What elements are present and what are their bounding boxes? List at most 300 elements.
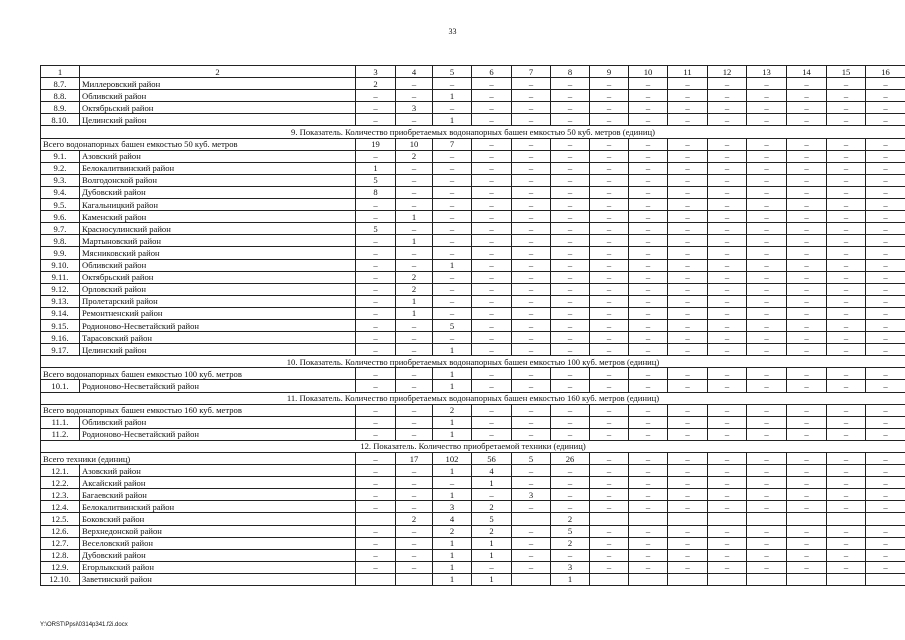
- value-cell: –: [629, 465, 668, 477]
- value-cell: –: [866, 501, 905, 513]
- value-cell: –: [708, 307, 747, 319]
- table-row: [41, 549, 905, 561]
- value-cell: –: [827, 344, 866, 356]
- value-cell: –: [629, 561, 668, 573]
- value-cell: –: [629, 90, 668, 102]
- value-cell: –: [396, 416, 433, 428]
- value-cell: –: [472, 162, 512, 174]
- value-cell: –: [472, 561, 512, 573]
- value-cell: –: [668, 295, 708, 307]
- value-cell: –: [472, 295, 512, 307]
- value-cell: –: [668, 211, 708, 223]
- value-cell: –: [551, 549, 590, 561]
- district-name: Целинский район: [80, 344, 356, 356]
- district-name: Обливский район: [80, 259, 356, 271]
- value-cell: [590, 513, 629, 525]
- value-cell: –: [512, 525, 551, 537]
- value-cell: –: [472, 283, 512, 295]
- district-name: Волгодонской район: [80, 174, 356, 186]
- value-cell: –: [747, 186, 787, 198]
- value-cell: –: [668, 247, 708, 259]
- value-cell: –: [866, 380, 905, 392]
- row-number: 9.15.: [41, 319, 80, 331]
- value-cell: –: [396, 489, 433, 501]
- value-cell: –: [708, 465, 747, 477]
- value-cell: –: [356, 90, 396, 102]
- value-cell: 1: [433, 573, 472, 585]
- value-cell: –: [827, 211, 866, 223]
- total-label: Всего техники (единиц): [41, 453, 356, 465]
- value-cell: –: [787, 344, 827, 356]
- value-cell: –: [356, 283, 396, 295]
- value-cell: –: [787, 138, 827, 150]
- row-number: 8.9.: [41, 102, 80, 114]
- value-cell: –: [590, 368, 629, 380]
- value-cell: 1: [433, 344, 472, 356]
- value-cell: –: [866, 102, 905, 114]
- row-number: 12.6.: [41, 525, 80, 537]
- value-cell: –: [433, 332, 472, 344]
- table-row: [41, 283, 905, 295]
- value-cell: –: [590, 283, 629, 295]
- table-row: [41, 162, 905, 174]
- value-cell: –: [356, 465, 396, 477]
- district-name: Боковский район: [80, 513, 356, 525]
- value-cell: –: [590, 501, 629, 513]
- value-cell: –: [629, 211, 668, 223]
- value-cell: –: [787, 211, 827, 223]
- value-cell: –: [668, 549, 708, 561]
- value-cell: –: [668, 186, 708, 198]
- value-cell: –: [472, 416, 512, 428]
- table-row: [41, 525, 905, 537]
- value-cell: –: [396, 174, 433, 186]
- value-cell: –: [708, 283, 747, 295]
- value-cell: –: [827, 525, 866, 537]
- value-cell: –: [512, 295, 551, 307]
- value-cell: –: [551, 114, 590, 126]
- value-cell: –: [708, 525, 747, 537]
- value-cell: 1: [433, 259, 472, 271]
- value-cell: –: [747, 344, 787, 356]
- value-cell: –: [827, 114, 866, 126]
- value-cell: –: [629, 501, 668, 513]
- table-row: [41, 150, 905, 162]
- section-title: 11. Показатель. Количество приобретаемых водонапорных башен емкостью 160 куб. метров (единиц): [41, 392, 905, 404]
- district-name: Пролетарский район: [80, 295, 356, 307]
- value-cell: [708, 513, 747, 525]
- value-cell: –: [590, 416, 629, 428]
- value-cell: –: [551, 380, 590, 392]
- value-cell: –: [472, 332, 512, 344]
- value-cell: –: [827, 380, 866, 392]
- value-cell: [590, 573, 629, 585]
- value-cell: –: [747, 561, 787, 573]
- value-cell: –: [551, 489, 590, 501]
- value-cell: –: [551, 162, 590, 174]
- table-row: [41, 295, 905, 307]
- value-cell: –: [787, 525, 827, 537]
- value-cell: –: [747, 90, 787, 102]
- value-cell: –: [512, 259, 551, 271]
- value-cell: –: [827, 307, 866, 319]
- value-cell: –: [356, 235, 396, 247]
- value-cell: –: [512, 428, 551, 440]
- table-row: [41, 90, 905, 102]
- value-cell: –: [590, 344, 629, 356]
- value-cell: –: [827, 186, 866, 198]
- column-header: 15: [827, 66, 866, 78]
- value-cell: –: [708, 174, 747, 186]
- value-cell: –: [787, 489, 827, 501]
- value-cell: –: [396, 223, 433, 235]
- value-cell: –: [708, 477, 747, 489]
- value-cell: 3: [433, 501, 472, 513]
- row-number: 9.3.: [41, 174, 80, 186]
- district-name: Заветинский район: [80, 573, 356, 585]
- value-cell: –: [629, 150, 668, 162]
- value-cell: 1: [433, 380, 472, 392]
- value-cell: –: [433, 102, 472, 114]
- table-row: [41, 186, 905, 198]
- value-cell: –: [668, 319, 708, 331]
- value-cell: –: [433, 162, 472, 174]
- value-cell: –: [356, 525, 396, 537]
- value-cell: –: [747, 78, 787, 90]
- column-header: 13: [747, 66, 787, 78]
- value-cell: –: [590, 138, 629, 150]
- total-row: [41, 404, 905, 416]
- row-number: 9.14.: [41, 307, 80, 319]
- value-cell: –: [668, 477, 708, 489]
- value-cell: –: [787, 259, 827, 271]
- row-number: 11.1.: [41, 416, 80, 428]
- value-cell: –: [590, 150, 629, 162]
- value-cell: –: [787, 501, 827, 513]
- value-cell: –: [472, 150, 512, 162]
- value-cell: –: [708, 223, 747, 235]
- value-cell: –: [472, 90, 512, 102]
- value-cell: –: [866, 368, 905, 380]
- value-cell: –: [827, 368, 866, 380]
- value-cell: –: [747, 549, 787, 561]
- value-cell: –: [747, 114, 787, 126]
- value-cell: –: [590, 549, 629, 561]
- value-cell: –: [787, 186, 827, 198]
- value-cell: 17: [396, 453, 433, 465]
- value-cell: –: [396, 465, 433, 477]
- value-cell: –: [512, 404, 551, 416]
- value-cell: –: [668, 428, 708, 440]
- value-cell: –: [629, 332, 668, 344]
- value-cell: [356, 513, 396, 525]
- value-cell: –: [866, 477, 905, 489]
- value-cell: 1: [433, 90, 472, 102]
- value-cell: –: [396, 247, 433, 259]
- district-name: Целинский район: [80, 114, 356, 126]
- row-number: 9.7.: [41, 223, 80, 235]
- section-title: 10. Показатель. Количество приобретаемых водонапорных башен емкостью 100 куб. метров (единиц): [41, 356, 905, 368]
- value-cell: –: [629, 428, 668, 440]
- district-name: Родионово-Несветайский район: [80, 319, 356, 331]
- value-cell: –: [708, 549, 747, 561]
- value-cell: –: [472, 259, 512, 271]
- value-cell: –: [708, 295, 747, 307]
- value-cell: –: [472, 186, 512, 198]
- value-cell: –: [668, 380, 708, 392]
- value-cell: –: [668, 344, 708, 356]
- value-cell: –: [708, 271, 747, 283]
- value-cell: –: [396, 404, 433, 416]
- value-cell: –: [708, 368, 747, 380]
- value-cell: –: [866, 319, 905, 331]
- value-cell: –: [668, 489, 708, 501]
- value-cell: –: [668, 271, 708, 283]
- value-cell: –: [747, 174, 787, 186]
- value-cell: 3: [512, 489, 551, 501]
- table-row: [41, 477, 905, 489]
- value-cell: 5: [356, 223, 396, 235]
- value-cell: –: [708, 78, 747, 90]
- value-cell: –: [590, 102, 629, 114]
- row-number: 9.9.: [41, 247, 80, 259]
- value-cell: 2: [396, 150, 433, 162]
- value-cell: –: [787, 199, 827, 211]
- value-cell: –: [866, 465, 905, 477]
- value-cell: –: [433, 307, 472, 319]
- value-cell: –: [590, 307, 629, 319]
- value-cell: –: [747, 428, 787, 440]
- value-cell: –: [787, 150, 827, 162]
- value-cell: [668, 573, 708, 585]
- value-cell: –: [396, 344, 433, 356]
- value-cell: –: [747, 380, 787, 392]
- value-cell: –: [433, 78, 472, 90]
- value-cell: –: [866, 235, 905, 247]
- value-cell: –: [708, 561, 747, 573]
- value-cell: –: [590, 537, 629, 549]
- value-cell: –: [433, 283, 472, 295]
- value-cell: –: [629, 404, 668, 416]
- value-cell: –: [827, 489, 866, 501]
- value-cell: –: [472, 114, 512, 126]
- value-cell: –: [551, 174, 590, 186]
- value-cell: 1: [396, 235, 433, 247]
- district-name: Миллеровский район: [80, 78, 356, 90]
- column-header: 10: [629, 66, 668, 78]
- row-number: 9.4.: [41, 186, 80, 198]
- district-name: Обливский район: [80, 416, 356, 428]
- value-cell: –: [356, 537, 396, 549]
- column-header: 8: [551, 66, 590, 78]
- total-row: [41, 453, 905, 465]
- table-row: [41, 489, 905, 501]
- value-cell: –: [747, 295, 787, 307]
- value-cell: –: [356, 332, 396, 344]
- value-cell: 2: [433, 525, 472, 537]
- value-cell: –: [827, 319, 866, 331]
- value-cell: –: [629, 489, 668, 501]
- value-cell: –: [866, 162, 905, 174]
- value-cell: –: [512, 211, 551, 223]
- column-header: 6: [472, 66, 512, 78]
- value-cell: –: [827, 465, 866, 477]
- value-cell: 56: [472, 453, 512, 465]
- value-cell: –: [512, 501, 551, 513]
- value-cell: –: [629, 537, 668, 549]
- section-title: 12. Показатель. Количество приобретаемой техники (единиц): [41, 440, 905, 452]
- table-row: [41, 513, 905, 525]
- value-cell: –: [747, 332, 787, 344]
- value-cell: –: [787, 453, 827, 465]
- value-cell: –: [787, 368, 827, 380]
- value-cell: –: [590, 271, 629, 283]
- district-name: Егорлыкский район: [80, 561, 356, 573]
- value-cell: –: [827, 477, 866, 489]
- value-cell: –: [472, 344, 512, 356]
- table-row: [41, 319, 905, 331]
- value-cell: –: [512, 332, 551, 344]
- district-name: Азовский район: [80, 150, 356, 162]
- value-cell: –: [590, 332, 629, 344]
- column-header: 16: [866, 66, 905, 78]
- value-cell: –: [708, 332, 747, 344]
- row-number: 12.7.: [41, 537, 80, 549]
- value-cell: –: [396, 199, 433, 211]
- value-cell: –: [590, 259, 629, 271]
- value-cell: –: [629, 453, 668, 465]
- value-cell: –: [629, 78, 668, 90]
- value-cell: –: [551, 344, 590, 356]
- value-cell: –: [668, 138, 708, 150]
- value-cell: –: [708, 380, 747, 392]
- row-number: 9.11.: [41, 271, 80, 283]
- value-cell: –: [356, 295, 396, 307]
- value-cell: [629, 573, 668, 585]
- value-cell: –: [629, 174, 668, 186]
- value-cell: –: [396, 368, 433, 380]
- value-cell: –: [747, 501, 787, 513]
- value-cell: –: [590, 453, 629, 465]
- value-cell: –: [708, 501, 747, 513]
- value-cell: –: [512, 319, 551, 331]
- value-cell: –: [787, 561, 827, 573]
- value-cell: –: [747, 211, 787, 223]
- value-cell: –: [356, 428, 396, 440]
- row-number: 10.1.: [41, 380, 80, 392]
- value-cell: –: [668, 174, 708, 186]
- value-cell: 5: [512, 453, 551, 465]
- value-cell: 1: [551, 573, 590, 585]
- value-cell: –: [396, 186, 433, 198]
- value-cell: –: [396, 78, 433, 90]
- value-cell: –: [747, 162, 787, 174]
- value-cell: –: [787, 223, 827, 235]
- value-cell: –: [827, 283, 866, 295]
- value-cell: 102: [433, 453, 472, 465]
- value-cell: –: [787, 174, 827, 186]
- value-cell: –: [827, 271, 866, 283]
- column-header: 5: [433, 66, 472, 78]
- value-cell: –: [629, 114, 668, 126]
- value-cell: –: [551, 223, 590, 235]
- value-cell: –: [747, 477, 787, 489]
- value-cell: –: [787, 271, 827, 283]
- district-name: Каменский район: [80, 211, 356, 223]
- value-cell: –: [827, 199, 866, 211]
- value-cell: –: [551, 332, 590, 344]
- value-cell: –: [827, 150, 866, 162]
- value-cell: –: [629, 319, 668, 331]
- row-number: 8.8.: [41, 90, 80, 102]
- value-cell: –: [551, 199, 590, 211]
- value-cell: –: [512, 307, 551, 319]
- value-cell: 2: [433, 404, 472, 416]
- value-cell: –: [827, 453, 866, 465]
- value-cell: –: [590, 199, 629, 211]
- value-cell: –: [827, 428, 866, 440]
- value-cell: –: [512, 537, 551, 549]
- value-cell: –: [827, 138, 866, 150]
- value-cell: 7: [433, 138, 472, 150]
- table-row: [41, 465, 905, 477]
- column-header: 14: [787, 66, 827, 78]
- row-number: 12.2.: [41, 477, 80, 489]
- table-row: [41, 211, 905, 223]
- value-cell: –: [551, 477, 590, 489]
- value-cell: –: [551, 428, 590, 440]
- value-cell: –: [356, 102, 396, 114]
- table-row: [41, 223, 905, 235]
- row-number: 9.5.: [41, 199, 80, 211]
- value-cell: –: [356, 307, 396, 319]
- value-cell: –: [787, 102, 827, 114]
- value-cell: 1: [396, 295, 433, 307]
- value-cell: –: [827, 332, 866, 344]
- value-cell: –: [668, 78, 708, 90]
- value-cell: –: [827, 223, 866, 235]
- value-cell: –: [433, 295, 472, 307]
- value-cell: –: [668, 525, 708, 537]
- value-cell: 5: [356, 174, 396, 186]
- value-cell: –: [356, 477, 396, 489]
- value-cell: 2: [551, 537, 590, 549]
- value-cell: –: [551, 307, 590, 319]
- value-cell: –: [747, 138, 787, 150]
- value-cell: –: [866, 271, 905, 283]
- value-cell: –: [787, 162, 827, 174]
- value-cell: –: [866, 259, 905, 271]
- value-cell: –: [472, 404, 512, 416]
- value-cell: –: [668, 259, 708, 271]
- value-cell: –: [512, 174, 551, 186]
- value-cell: –: [629, 525, 668, 537]
- value-cell: –: [590, 477, 629, 489]
- value-cell: –: [787, 283, 827, 295]
- value-cell: –: [433, 199, 472, 211]
- value-cell: –: [827, 235, 866, 247]
- value-cell: –: [866, 428, 905, 440]
- section-title: 9. Показатель. Количество приобретаемых водонапорных башен емкостью 50 куб. метров (единиц): [41, 126, 905, 138]
- value-cell: –: [551, 90, 590, 102]
- table-row: [41, 428, 905, 440]
- value-cell: 4: [433, 513, 472, 525]
- value-cell: –: [629, 271, 668, 283]
- value-cell: [787, 513, 827, 525]
- column-header: 2: [80, 66, 356, 78]
- row-number: 9.12.: [41, 283, 80, 295]
- value-cell: –: [668, 404, 708, 416]
